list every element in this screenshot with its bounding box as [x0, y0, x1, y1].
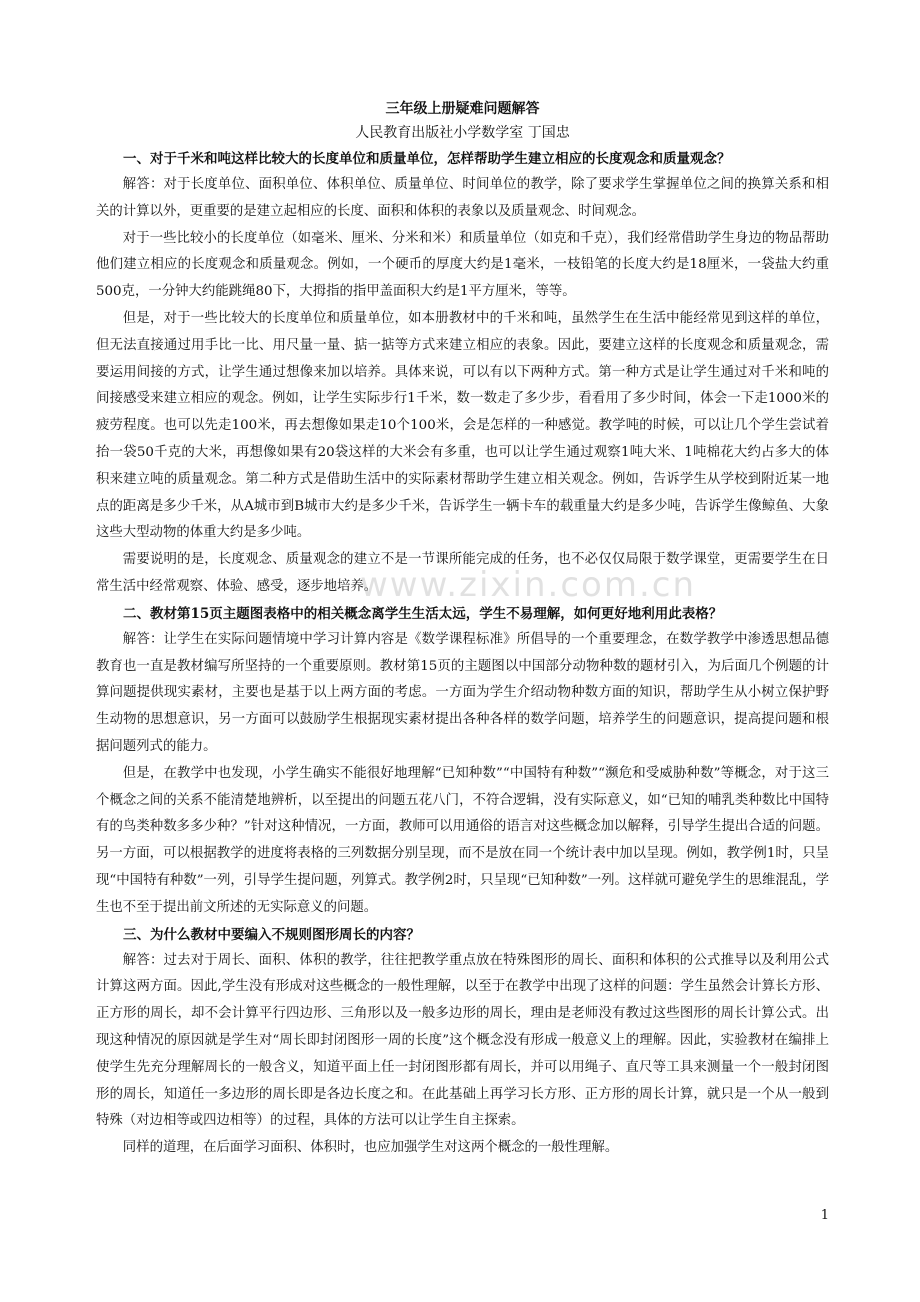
section-1-paragraph: 需要说明的是，长度观念、质量观念的建立不是一节课所能完成的任务，也不必仅仅局限于数学课堂，更需要学生在日常生活中经常观察、体验、感受，逐步地培养。 — [96, 552, 829, 594]
section-3-paragraph: 同样的道理，在后面学习面积、体积时，也应加强学生对这两个概念的一般性理解。 — [122, 1140, 619, 1156]
section-2-paragraph: 解答：让学生在实际问题情境中学习计算内容是《数学课程标准》所倡导的一个重要理念，在数学教学中渗透思想品德教育也一直是教材编写所坚持的一个重要原则。教材第15页的主题图以中国部分动物种数的题材引入，为后面几个例题的计算问题提供现实素材，主要也是基于以上两方面的考虑。一方面为学生介绍动物种数方面的知识，帮助学生从小树立保护野生动物的思想意识，另一方面可以鼓励学生根据现实素材提出各种各样的数学问题，培养学生的问题意识，提高提问题和根据问题列式的能力。 — [96, 631, 829, 754]
document-title: 三年级上册疑难问题解答 — [385, 101, 540, 117]
section-3-heading: 三、为什么教材中要编入不规则图形周长的内容？ — [123, 926, 420, 943]
section-2-heading: 二、教材第15页主题图表格中的相关概念离学生生活太远，学生不易理解，如何更好地利用此表格？ — [123, 605, 723, 622]
document-page — [96, 98, 829, 1162]
section-1-heading: 一、对于千米和吨这样比较大的长度单位和质量单位，怎样帮助学生建立相应的长度观念和质量观念？ — [123, 151, 731, 167]
section-1-paragraph: 对于一些比较小的长度单位（如毫米、厘米、分米和米）和质量单位（如克和千克），我们经常借助学生身边的物品帮助他们建立相应的长度观念和质量观念。例如，一个硬币的厚度大约是1毫米，一枝铅笔的长度大约是18厘米，一袋盐大约重500克，一分钟大约能跳绳80下，大拇指的指甲盖面积大约是1平方厘米，等等。 — [96, 230, 829, 300]
document-author: 人民教育出版社小学数学室 丁国忠 — [355, 125, 570, 141]
section-1-paragraph: 解答：对于长度单位、面积单位、体积单位、质量单位、时间单位的教学，除了要求学生掌握单位之间的换算关系和相关的计算以外，更重要的是建立起相应的长度、面积和体积的表象以及质量观念、时间观念。 — [96, 177, 829, 219]
section-2-paragraph: 但是，在教学中也发现，小学生确实不能很好地理解“已知种数”“中国特有种数”“濒危和受威胁种数”等概念，对于这三个概念之间的关系不能清楚地辨析，以至提出的问题五花八门，不符合逻辑，没有实际意义，如“已知的哺乳类种数比中国特有的鸟类种数多多少种？”针对这种情况，一方面，教师可以用通俗的语言对这些概念加以解释，引导学生提出合适的问题。另一方面，可以根据教学的进度将表格的三列数据分别呈现，而不是放在同一个统计表中加以呈现。例如，教学例1时，只呈现“中国特有种数”一列，引导学生提问题，列算式。教学例2时，只呈现“已知种数”一列。这样就可避免学生的思维混乱，学生也不至于提出前文所述的无实际意义的问题。 — [96, 765, 829, 915]
watermark: www.zixin.com.cn — [360, 565, 696, 605]
page-number: 1 — [820, 1208, 829, 1223]
section-1-paragraph: 但是，对于一些比较大的长度单位和质量单位，如本册教材中的千米和吨，虽然学生在生活中能经常见到这样的单位，但无法直接通过用手比一比、用尺量一量、掂一掂等方式来建立相应的表象。因此，要建立这样的长度观念和质量观念，需要运用间接的方式，让学生通过想像来加以培养。具体来说，可以有以下两种方式。第一种方式是让学生通过对千米和吨的间接感受来建立相应的观念。例如，让学生实际步行1千米，数一数走了多少步，看看用了多少时间，体会一下走1000米的疲劳程度。也可以先走100米，再去想像如果走10个100米，会是怎样的一种感觉。教学吨的时候，可以让几个学生尝试着抬一袋50千克的大米，再想像如果有20袋这样的大米会有多重，也可以让学生通过观察1吨大米、1吨棉花大约占多大的体积来建立吨的质量观念。第二种方式是借助生活中的实际素材帮助学生建立相关观念。例如，告诉学生从学校到附近某一地点的距离是多少千米，从A城市到B城市大约是多少千米，告诉学生一辆卡车的载重量大约是多少吨，告诉学生像鲸鱼、大象这些大型动物的体重大约是多少吨。 — [96, 310, 829, 541]
section-3-paragraph: 解答：过去对于周长、面积、体积的教学，往往把教学重点放在特殊图形的周长、面积和体积的公式推导以及利用公式计算这两方面。因此,学生没有形成对这些概念的一般性理解，以至于在教学中出现了这样的问题：学生虽然会计算长方形、正方形的周长，却不会计算平行四边形、三角形以及一般多边形的周长，理由是老师没有教过这些图形的周长计算公式。出现这种情况的原因就是学生对“周长即封闭图形一周的长度”这个概念没有形成一般意义上的理解。因此，实验教材在编排上使学生先充分理解周长的一般含义，知道平面上任一封闭图形都有周长，并可以用绳子、直尺等工具来测量一个一般封闭图形的周长，知道任一多边形的周长即是各边长度之和。在此基础上再学习长方形、正方形的周长计算，就只是一个从一般到特殊（对边相等或四边相等）的过程，具体的方法可以让学生自主探索。 — [96, 952, 829, 1129]
